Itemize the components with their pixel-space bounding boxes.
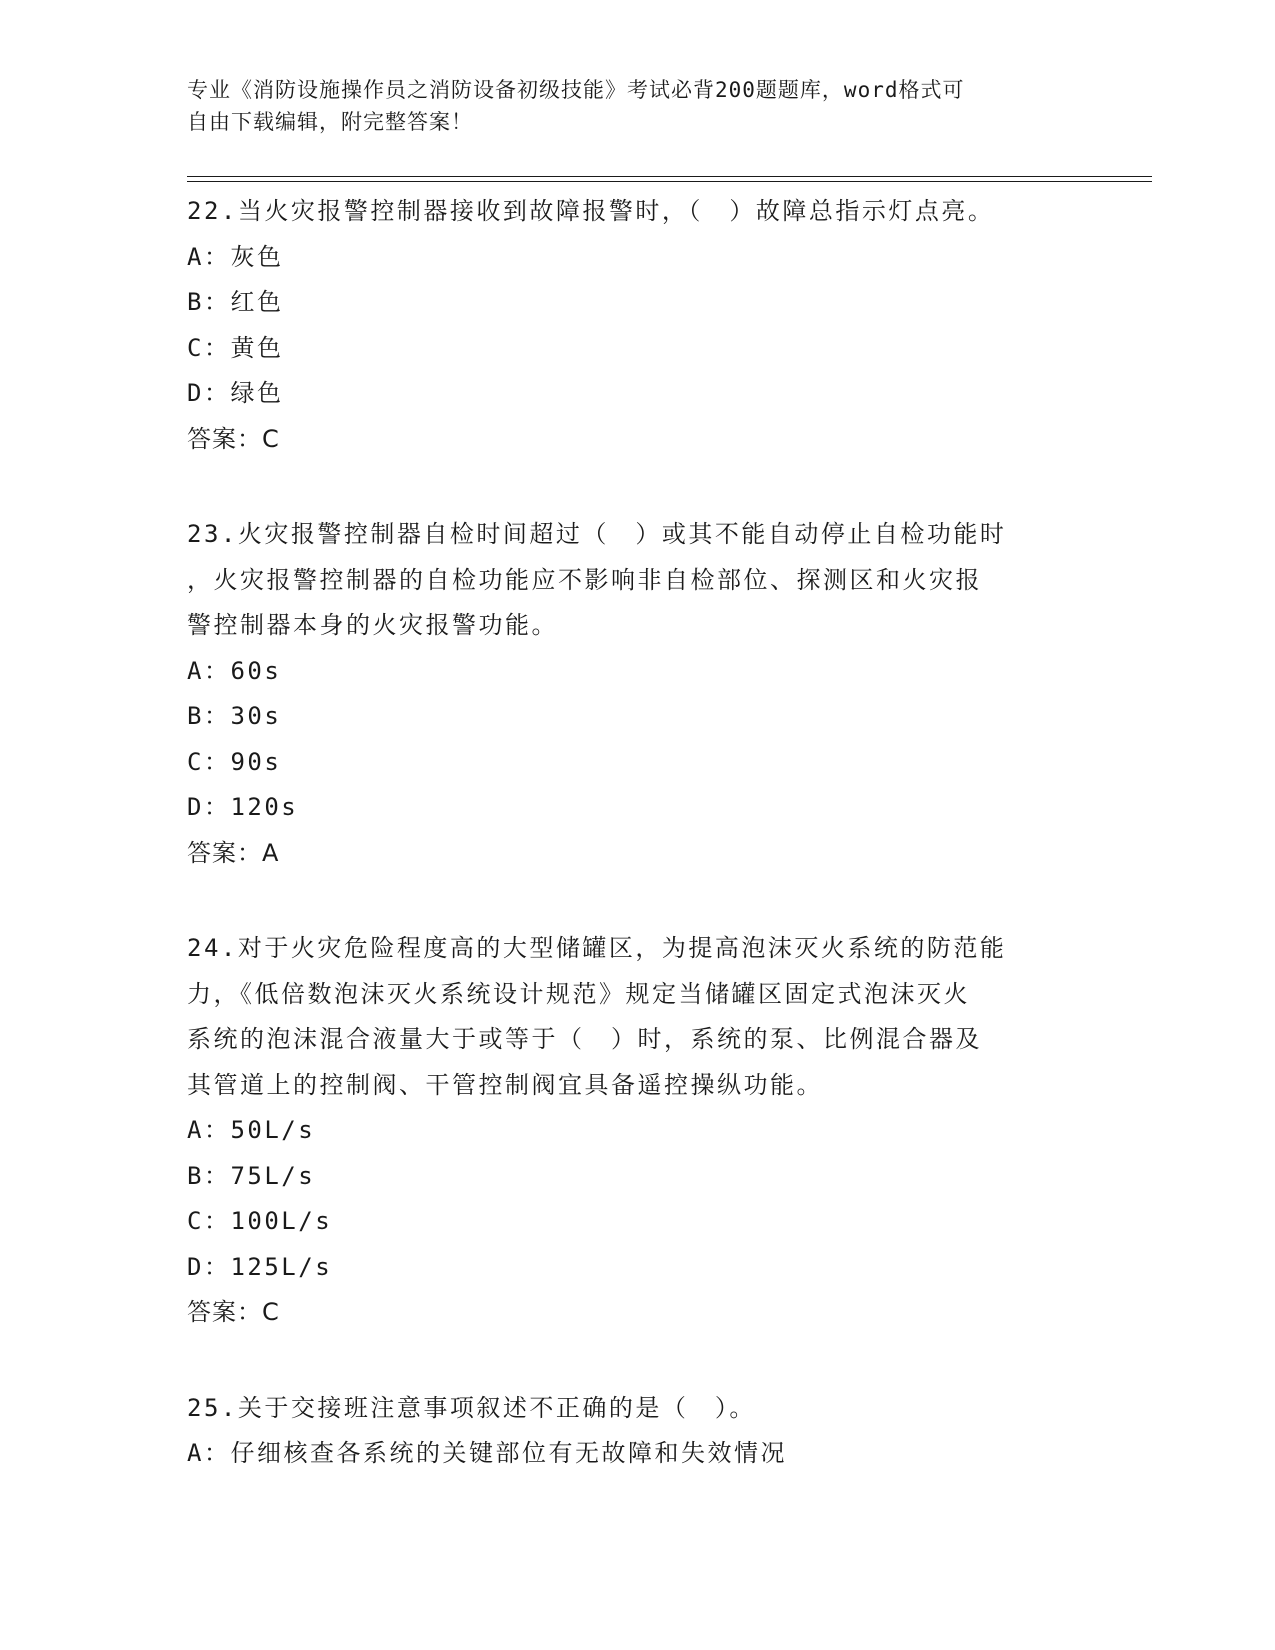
option-separator: ： xyxy=(203,1161,231,1190)
option-separator: ： xyxy=(203,379,231,407)
option-b xyxy=(187,280,1087,326)
option-separator: ： xyxy=(203,1116,231,1144)
option-separator: ： xyxy=(203,747,231,776)
option-text: 120s xyxy=(230,793,299,821)
option-text: 50L/s xyxy=(230,1116,316,1144)
option-letter: D xyxy=(187,1252,204,1281)
option-letter: B xyxy=(187,702,204,730)
option-letter: A xyxy=(187,656,204,685)
option-separator: ： xyxy=(203,242,231,271)
option-a xyxy=(187,1108,1087,1154)
option-separator: ： xyxy=(203,656,231,685)
question-stem-line: 力，《低倍数泡沫灭火系统设计规范》规定当储罐区固定式泡沫灭火 xyxy=(187,979,970,1008)
header-rule-bottom xyxy=(187,181,1152,182)
option-separator: ： xyxy=(203,1439,231,1467)
option-b xyxy=(187,1154,1087,1200)
option-letter: C xyxy=(187,333,204,362)
question-block xyxy=(187,926,1087,1336)
option-d xyxy=(187,785,1087,831)
option-separator: ： xyxy=(203,702,231,730)
option-text: 75L/s xyxy=(230,1161,316,1190)
option-letter: D xyxy=(187,793,204,821)
answer-line: 答案：C xyxy=(187,424,280,453)
option-d xyxy=(187,371,1087,417)
option-b xyxy=(187,694,1087,740)
option-letter: C xyxy=(187,1207,204,1235)
option-separator: ： xyxy=(203,333,231,362)
option-d xyxy=(187,1245,1087,1291)
option-text: 绿色 xyxy=(230,379,284,407)
option-text: 仔细核查各系统的关键部位有无故障和失效情况 xyxy=(230,1439,787,1467)
option-letter: D xyxy=(187,379,204,407)
option-text: 红色 xyxy=(230,288,284,316)
option-text: 100L/s xyxy=(230,1207,333,1235)
question-stem-line: 警控制器本身的火灾报警功能。 xyxy=(187,611,558,639)
option-letter: C xyxy=(187,747,204,776)
question-block xyxy=(187,1386,1087,1477)
question-stem-line: 24.对于火灾危险程度高的大型储罐区，为提高泡沫灭火系统的防范能 xyxy=(187,934,1007,962)
question-stem-line: 25.关于交接班注意事项叙述不正确的是（ ）。 xyxy=(187,1393,756,1422)
option-c xyxy=(187,326,1087,372)
option-text: 60s xyxy=(230,656,282,685)
option-letter: B xyxy=(187,288,204,316)
option-a xyxy=(187,1431,1087,1477)
header-line-2: 自由下载编辑，附完整答案！ xyxy=(187,110,473,134)
option-c xyxy=(187,740,1087,786)
header-rule-top xyxy=(187,176,1152,177)
question-list xyxy=(187,189,1087,1527)
document-header xyxy=(187,74,1067,138)
option-text: 黄色 xyxy=(230,333,284,362)
option-letter: A xyxy=(187,1116,204,1144)
question-stem-line: 23.火灾报警控制器自检时间超过（ ）或其不能自动停止自检功能时 xyxy=(187,520,1007,548)
option-letter: B xyxy=(187,1161,204,1190)
option-letter: A xyxy=(187,1439,204,1467)
question-stem-line: ，火灾报警控制器的自检功能应不影响非自检部位、探测区和火灾报 xyxy=(187,565,982,594)
question-block xyxy=(187,189,1087,462)
answer-line: 答案：C xyxy=(187,1298,280,1326)
question-stem-line: 系统的泡沫混合液量大于或等于（ ）时，系统的泵、比例混合器及 xyxy=(187,1025,982,1053)
option-separator: ： xyxy=(203,288,231,316)
option-separator: ： xyxy=(203,1252,231,1281)
option-separator: ： xyxy=(203,793,231,821)
option-text: 90s xyxy=(230,747,282,776)
question-stem-line: 其管道上的控制阀、干管控制阀宜具备遥控操纵功能。 xyxy=(187,1070,823,1099)
option-separator: ： xyxy=(203,1207,231,1235)
option-text: 30s xyxy=(230,702,282,730)
answer-line: 答案：A xyxy=(187,838,280,867)
question-stem-line: 22.当火灾报警控制器接收到故障报警时，（ ）故障总指示灯点亮。 xyxy=(187,197,995,225)
option-text: 灰色 xyxy=(230,242,284,271)
option-text: 125L/s xyxy=(230,1252,333,1281)
question-block xyxy=(187,512,1087,876)
option-a xyxy=(187,649,1087,695)
option-c xyxy=(187,1199,1087,1245)
header-line-1: 专业《消防设施操作员之消防设备初级技能》考试必背200题题库，word格式可 xyxy=(187,78,965,102)
option-letter: A xyxy=(187,242,204,271)
option-a xyxy=(187,235,1087,281)
